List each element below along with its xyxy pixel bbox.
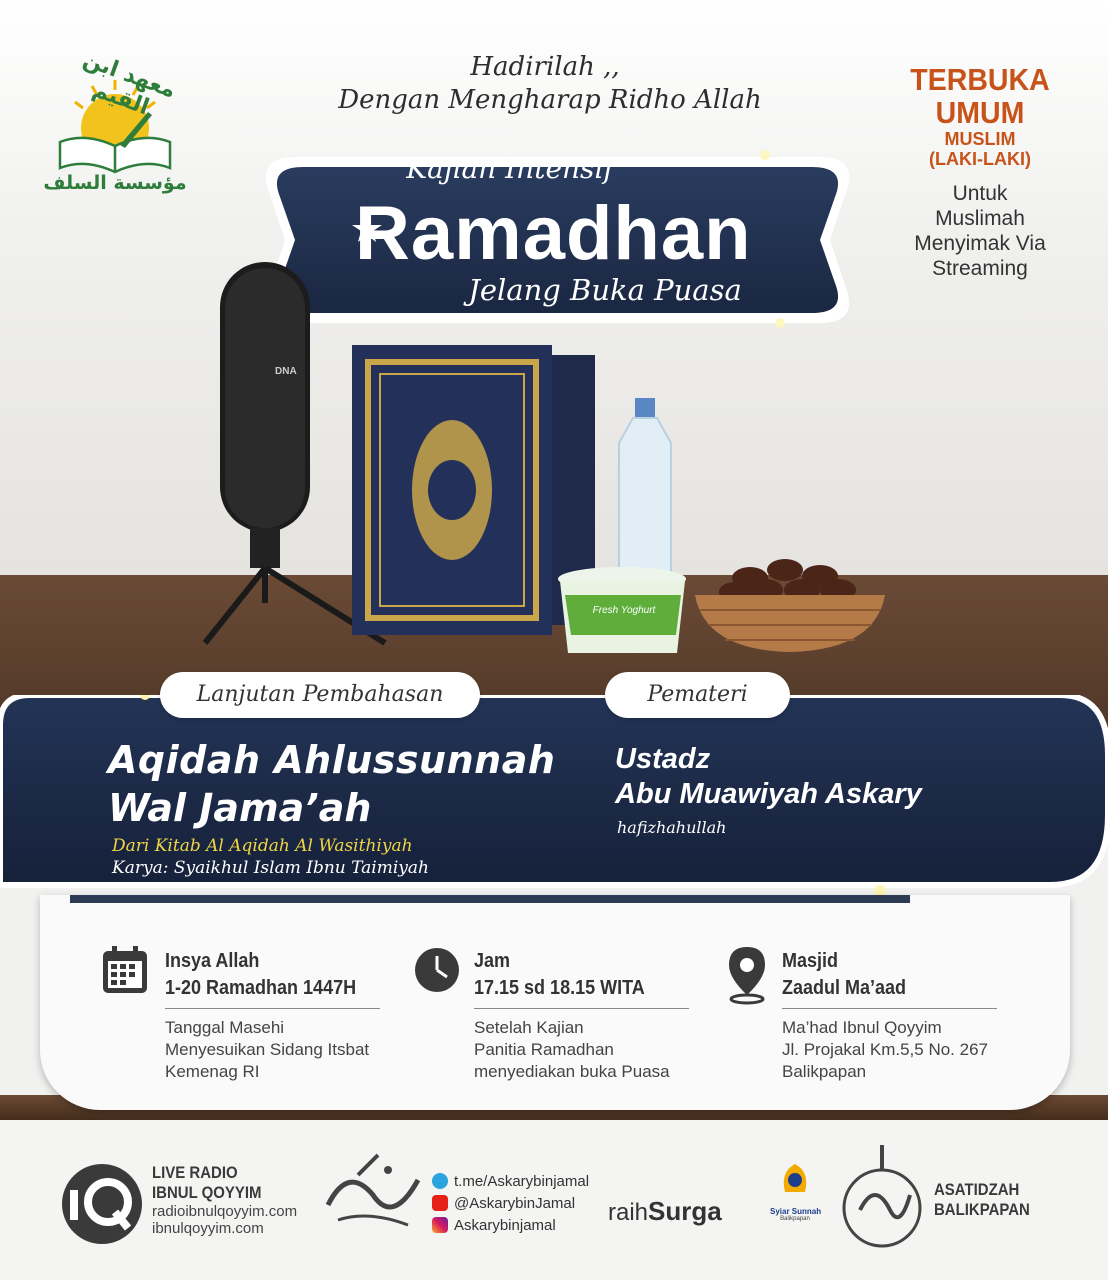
syiar-sunnah-logo [770, 1162, 820, 1224]
open-label-1: TERBUKA [910, 62, 1050, 97]
telegram-icon [432, 1173, 448, 1189]
asatidzah-label: ASATIDZAH [934, 1180, 1020, 1199]
yogurt-cup-image [555, 565, 690, 660]
date-text [165, 948, 380, 1083]
location-note: Balikpapan [782, 1062, 867, 1081]
surga-label: Surga [648, 1196, 722, 1226]
open-label-2: UMUM [935, 95, 1025, 130]
audience-info [880, 63, 1080, 281]
invitation-subline: Dengan Mengharap Ridho Allah [338, 85, 762, 115]
telegram-handle: t.me/Askarybinjamal [454, 1172, 590, 1190]
telegram-link[interactable] [432, 1170, 589, 1192]
radio-name: IBNUL QOYYIM [152, 1183, 262, 1202]
date-value: 1-20 Ramadhan 1447H [165, 977, 357, 999]
logo-arabic-bottom: مؤسسة السلف [43, 172, 187, 194]
youtube-link[interactable] [432, 1192, 589, 1214]
audience-label-1: MUSLIM [944, 129, 1016, 149]
location-value: Zaadul Ma’aad [782, 977, 907, 999]
divider [165, 1008, 380, 1009]
location-note: Jl. Projakal Km.5,5 No. 267 [782, 1040, 988, 1059]
yogurt-label: Fresh Yoghurt [592, 605, 656, 616]
institute-logo [40, 46, 190, 200]
location-text [782, 948, 997, 1083]
mic-brand-label: DNA [275, 366, 297, 377]
time-note: menyediakan buka Puasa [474, 1062, 670, 1081]
speaker-title: Ustadz [615, 743, 711, 775]
clock-icon [412, 945, 467, 1000]
topic-pill: Lanjutan Pembahasan [160, 672, 480, 718]
raih-surga-logo [608, 1196, 722, 1227]
syiar-label: Syiar Sunnah [770, 1207, 822, 1216]
syiar-city-label: Balikpapan [780, 1216, 810, 1222]
calligraphy-logo [318, 1145, 428, 1255]
location-title: Masjid [782, 950, 839, 972]
date-note: Kemenag RI [165, 1062, 260, 1081]
time-note: Panitia Ramadhan [474, 1040, 614, 1059]
radio-website-link[interactable]: radioibnulqoyyim.com [152, 1203, 298, 1220]
streaming-note-line: Muslimah [935, 207, 1025, 230]
dates-basket-image [690, 550, 890, 655]
streaming-note-line: Untuk [952, 182, 1008, 205]
banner-title: Ramadhan [355, 191, 752, 276]
divider [474, 1008, 689, 1009]
speaker-pill: Pemateri [605, 672, 790, 718]
instagram-link[interactable] [432, 1214, 589, 1236]
date-title: Insya Allah [165, 950, 260, 972]
calendar-icon [100, 945, 155, 1000]
social-links [432, 1170, 589, 1236]
radio-info [152, 1163, 322, 1237]
streaming-note-line: Menyimak Via [914, 232, 1046, 255]
speaker-honorific: hafizhahullah [617, 818, 727, 837]
divider [782, 1008, 997, 1009]
banner-subtitle: Jelang Buka Puasa [468, 273, 742, 307]
asatidzah-calligraphy-logo [840, 1140, 925, 1260]
youtube-handle: @AskarybinJamal [454, 1194, 576, 1212]
radio-logo-icon [60, 1162, 145, 1252]
location-pin-icon [722, 945, 777, 1000]
time-title: Jam [474, 950, 511, 972]
speaker-name: Abu Muawiyah Askary [615, 778, 922, 810]
location-note: Ma’had Ibnul Qoyyim [782, 1018, 942, 1037]
radio-website-link[interactable]: ibnulqoyyim.com [152, 1220, 264, 1237]
time-note: Setelah Kajian [474, 1018, 584, 1037]
streaming-note [880, 181, 1080, 281]
topic-title-line-2: Wal Jama’ah [108, 786, 372, 830]
topic-title-line-1: Aqidah Ahlussunnah [108, 738, 556, 782]
logo-arabic-top: معهد ابن القيم [79, 46, 179, 121]
radio-title: LIVE RADIO [152, 1163, 238, 1182]
instagram-icon [432, 1217, 448, 1233]
date-detail [100, 945, 155, 1000]
time-detail [412, 945, 467, 1000]
topic-source-book: Dari Kitab Al Aqidah Al Wasithiyah [112, 836, 413, 856]
instagram-handle: Askarybinjamal [454, 1216, 556, 1234]
audience-label-2: (LAKI-LAKI) [929, 149, 1031, 169]
asatidzah-city: BALIKPAPAN [934, 1200, 1030, 1219]
invitation-line: Hadirilah ,, [470, 52, 620, 82]
water-bottle-image [605, 398, 685, 578]
time-value: 17.15 sd 18.15 WITA [474, 977, 645, 999]
topic-author: Karya: Syaikhul Islam Ibnu Taimiyah [112, 858, 429, 878]
location-detail [722, 945, 777, 1000]
youtube-icon [432, 1195, 448, 1211]
streaming-note-line: Streaming [932, 257, 1028, 280]
raih-label: raih [608, 1199, 649, 1226]
card-top-line [70, 895, 910, 903]
time-text [474, 948, 689, 1083]
date-note: Tanggal Masehi [165, 1018, 285, 1037]
banner-kajian: Kajian Intensif [406, 152, 614, 185]
date-note: Menyesuikan Sidang Itsbat [165, 1040, 370, 1059]
asatidzah-text [934, 1180, 1054, 1220]
